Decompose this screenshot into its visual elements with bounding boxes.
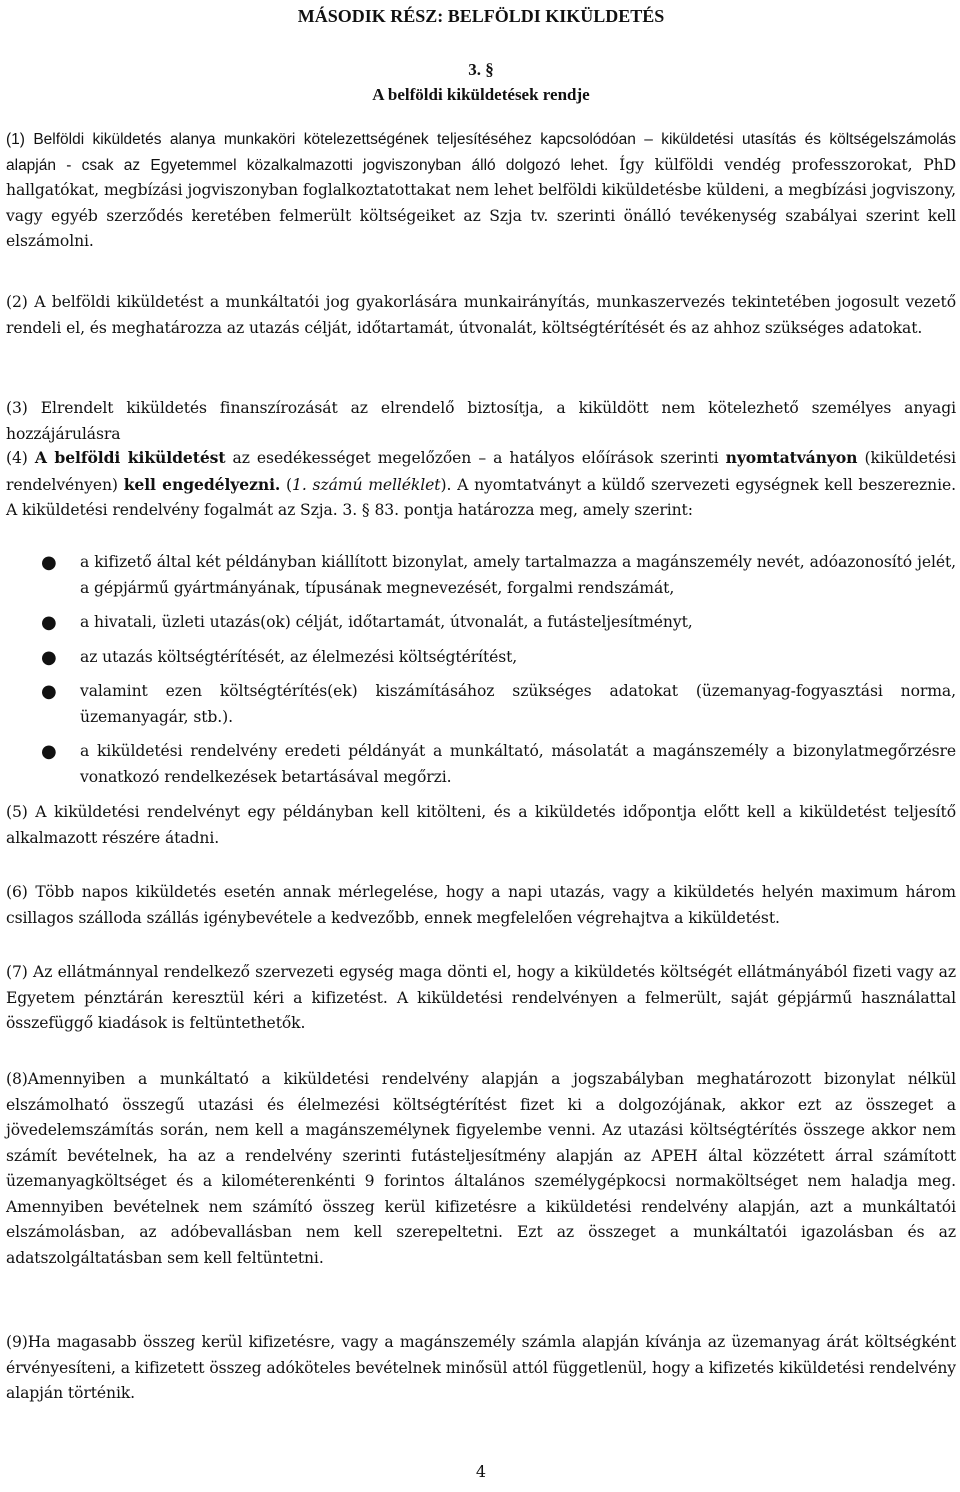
- paragraph-8: (8)Amennyiben a munkáltató a kiküldetési rendelvény alapján a jogszabályban meghatározott bizonylat nélkül elszámolható összegű utazási és élelmezési költségtérítést fizet ki a dolgozójának, akkor ezt az összeget a jövedelemszámítás során, nem kell a magánszemélynek figyelembe venni. Az utazási költségtérítés összege akkor nem számít bevételnek, ha az a rendelvény szerinti futásteljesítmény alapján az APEH által közzétett árral számított üzemanyagköltséget és a kilométerenkénti 9 forintos általános személygépkocsi normaköltséget nem haladja meg. Amennyiben bevételnek nem számító összeg kerül kifizetésre a kiküldetési rendelvény alapján, azt a munkáltatói elszámolásban, az adóbevallásban nem kell szerepeltetni. Ezt az összeget a munkáltatói igazolásban és az adatszolgáltatásban sem kell feltüntetni.: [6, 1070, 956, 1267]
- paragraph-6: (6) Több napos kiküldetés esetén annak mérlegelése, hogy a napi utazás, vagy a kiküldetés helyén maximum három csillagos szálloda szállás igénybevétele a kedvezőbb, ennek megfelelően végrehajtva a kiküldetést.: [6, 883, 956, 927]
- p4-part-g: (: [280, 475, 293, 494]
- list-item-text: valamint ezen költségtérítés(ek) kiszámításához szükséges adatokat (üzemanyag-fogyasztási norma, üzemanyagár, stb.).: [80, 682, 956, 726]
- paragraph-5: (5) A kiküldetési rendelvényt egy példányban kell kitölteni, és a kiküldetés időpontja előtt kell a kiküldetést teljesítő alkalmazott részére átadni.: [6, 803, 956, 847]
- bullet-icon: ●: [41, 646, 57, 668]
- bullet-icon: ●: [41, 552, 57, 573]
- list-item: [6, 679, 956, 730]
- section-number: 3. §: [468, 60, 494, 79]
- paragraph-3: (3) Elrendelt kiküldetés finanszírozását az elrendelő biztosítja, a kiküldött nem kötelezhető személyes anyagi hozzájárulásra: [6, 399, 956, 443]
- definition-list: [6, 550, 956, 799]
- p4-part-e: (kiküldetési rendelvényen): [6, 449, 957, 494]
- list-item-text: az utazás költségtérítését, az élelmezési költségtérítést,: [80, 647, 518, 666]
- page-number: 4: [475, 1462, 487, 1481]
- bullet-icon: ●: [41, 612, 57, 633]
- list-item: [6, 550, 956, 601]
- paragraph-4: [6, 445, 956, 524]
- list-item-text: a kifizető által két példányban kiállított bizonylat, amely tartalmazza a magánszemély nevét, adóazonosító jelét, a gépjármű gyártmányának, típusának megnevezését, forgalmi rendszámát,: [80, 553, 956, 597]
- list-item: [6, 739, 956, 790]
- p4-annex-ref: 1. számú melléklet: [292, 475, 441, 494]
- p4-bold-form: nyomtatványon: [725, 448, 858, 467]
- list-item: [6, 645, 956, 671]
- p4-part-i: ). A nyomtatványt a küldő szervezeti egységnek kell beszereznie. A kiküldetési rendelvény fogalmát az Szja. 3. § 83. pontja határozza meg, amely szerint:: [6, 475, 956, 519]
- paragraph-7: (7) Az ellátmánnyal rendelkező szervezeti egység maga dönti el, hogy a kiküldetés költségét ellátmányából fizeti vagy az Egyetem pénztárán keresztül kéri a kifizetést. A kiküldetési rendelvényen a felmerült, saját gépjármű használattal összefüggő kiadások is feltüntethetők.: [6, 963, 956, 1032]
- paragraph-2: (2) A belföldi kiküldetést a munkáltatói jog gyakorlására munkairányítás, munkaszervezés tekintetében jogosult vezető rendeli el, és meghatározza az utazás célját, időtartamát, útvonalát, költségtérítését és az ahhoz szükséges adatokat.: [6, 293, 956, 337]
- bullet-icon: ●: [41, 681, 57, 702]
- p4-bold-approve: kell engedélyezni.: [123, 474, 281, 494]
- list-item-text: a hivatali, üzleti utazás(ok) célját, időtartamát, útvonalát, a futásteljesítményt,: [80, 613, 693, 631]
- p4-part-a: (4): [6, 449, 35, 467]
- paragraph-1-rest: Így külföldi vendég professzorokat, PhD hallgatókat, megbízási jogviszonyban foglalkoztatottakat nem lehet belföldi kiküldetésbe küldeni, a megbízási jogviszony, vagy egyéb szerződés keretében felmerült költségeiket az Szja tv. szerinti önálló tevékenység szabályai szerint kell elszámolni.: [6, 155, 956, 250]
- part-title: MÁSODIK RÉSZ: BELFÖLDI KIKÜLDETÉS: [297, 6, 665, 26]
- bullet-icon: ●: [41, 741, 57, 762]
- paragraph-9: (9)Ha magasabb összeg kerül kifizetésre, vagy a magánszemély számla alapján kívánja az üzemanyag árát költségként érvényesíteni, a kifizetett összeg adóköteles bevételnek minősül attól függetlenül, hogy a kifizetés kiküldetési rendelvény alapján történik.: [6, 1333, 956, 1402]
- section-title: A belföldi kiküldetések rendje: [372, 85, 590, 104]
- list-item-text: a kiküldetési rendelvény eredeti példányát a munkáltató, másolatát a magánszemély a bizonylatmegőrzésre vonatkozó rendelkezések betartásával megőrzi.: [80, 742, 956, 786]
- p4-part-c: az esedékességet megelőzően – a hatályos előírások szerinti: [225, 449, 726, 467]
- p4-bold-subject: A belföldi kiküldetést: [34, 448, 226, 467]
- paragraph-1-lead: (1) Belföldi kiküldetés alanya munkaköri kötelezettségének teljesítéséhez kapcsolódóan – kiküldetési utasítás és költségelszámolás alapján - csak az Egyetemmel közalkalmazotti jogviszonyban álló dolgozó lehet.: [6, 131, 956, 174]
- paragraph-1: [6, 127, 956, 255]
- list-item: [6, 610, 956, 636]
